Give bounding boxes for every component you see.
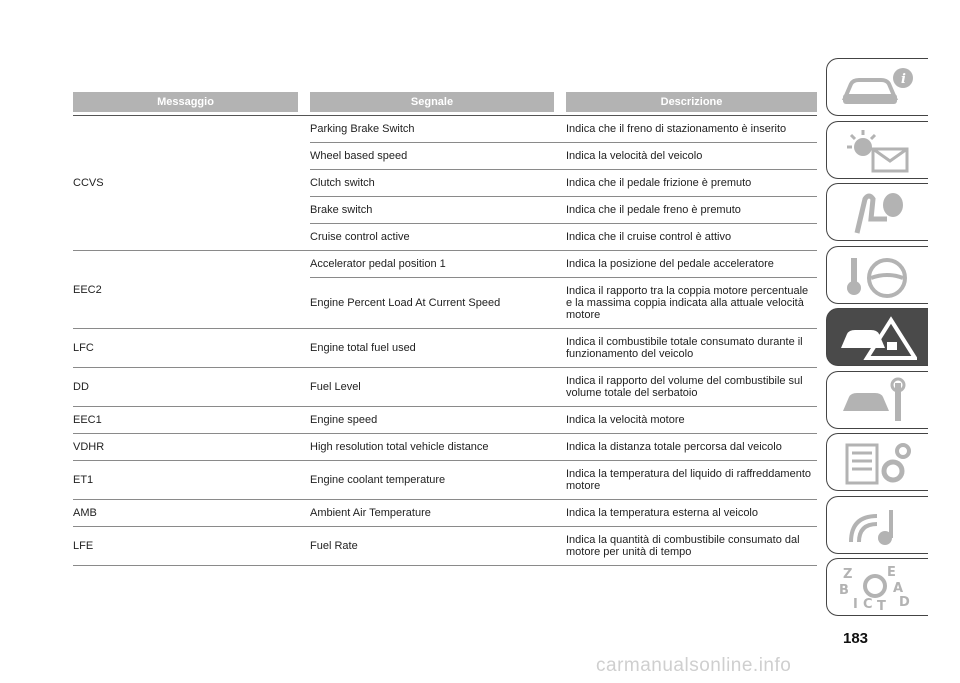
- message-code: EEC1: [73, 414, 102, 426]
- signal-cell: Parking Brake Switch: [310, 123, 415, 135]
- message-code: CCVS: [73, 177, 104, 189]
- table-group-eec2: [73, 251, 817, 329]
- description-cell: Indica la posizione del pedale acceleratore: [566, 258, 774, 270]
- header-messaggio: Messaggio: [73, 92, 298, 112]
- description-cell: Indica la quantità di combustibile consumato dal motore per unità di tempo: [566, 534, 800, 558]
- svg-text:D: D: [899, 595, 910, 610]
- table-row: [310, 116, 817, 143]
- signal-cell: Ambient Air Temperature: [310, 507, 431, 519]
- signal-cell: Fuel Rate: [310, 540, 358, 552]
- svg-text:T: T: [877, 599, 886, 612]
- svg-text:C: C: [863, 597, 873, 612]
- signal-cell: Clutch switch: [310, 177, 375, 189]
- tab-warning-lights[interactable]: [826, 121, 928, 179]
- tab-maintenance[interactable]: [826, 371, 928, 429]
- signal-cell: Fuel Level: [310, 381, 361, 393]
- svg-text:I: I: [853, 597, 858, 612]
- signal-cell: Engine coolant temperature: [310, 474, 446, 486]
- svg-text:E: E: [887, 565, 896, 580]
- svg-text:B: B: [839, 583, 849, 598]
- key-steering-wheel-icon: [837, 252, 917, 300]
- car-breakdown-warning-icon: [837, 314, 917, 362]
- description-cell: Indica che il pedale freno è premuto: [566, 204, 741, 216]
- message-code: AMB: [73, 507, 97, 519]
- description-cell: Indica il rapporto del volume del combustibile sul volume totale del serbatoio: [566, 375, 803, 399]
- table-group-et1: [73, 461, 817, 500]
- table-row: [310, 278, 817, 328]
- signal-cell: Engine speed: [310, 414, 378, 426]
- table-group-dd: [73, 368, 817, 407]
- watermark: carmanualsonline.info: [596, 655, 792, 676]
- table-row: [310, 143, 817, 170]
- signal-cell: Cruise control active: [310, 231, 410, 243]
- technical-data-gear-icon: [837, 439, 917, 487]
- description-cell: Indica il rapporto tra la coppia motore percentuale e la massima coppia indicata alla attuale velocità motore: [566, 285, 809, 321]
- table-row: [310, 197, 817, 224]
- message-code: ET1: [73, 474, 94, 486]
- tab-multimedia[interactable]: [826, 496, 928, 554]
- table-row: [310, 170, 817, 197]
- tab-index[interactable]: [826, 558, 928, 616]
- description-cell: Indica la velocità del veicolo: [566, 150, 703, 162]
- description-cell: Indica che il cruise control è attivo: [566, 231, 732, 243]
- car-info-icon: [837, 64, 917, 112]
- table-header: [73, 92, 817, 112]
- svg-text:A: A: [893, 581, 904, 596]
- description-cell: Indica la temperatura del liquido di raffreddamento motore: [566, 468, 812, 492]
- signal-cell: Accelerator pedal position 1: [310, 258, 446, 270]
- tab-car-info[interactable]: [826, 58, 928, 116]
- tab-safety[interactable]: [826, 183, 928, 241]
- signal-cell: Engine total fuel used: [310, 342, 416, 354]
- table-row: [310, 251, 817, 278]
- tab-starting-driving[interactable]: [826, 246, 928, 304]
- header-segnale: Segnale: [310, 92, 554, 112]
- multimedia-music-icon: [837, 502, 917, 550]
- table-group-eec1: [73, 407, 817, 434]
- alphabetical-index-icon: [837, 564, 917, 612]
- svg-text:i: i: [901, 72, 906, 87]
- airbag-seat-icon: [837, 189, 917, 237]
- car-service-tools-icon: [837, 377, 917, 425]
- description-cell: Indica il combustibile totale consumato durante il funzionamento del veicolo: [566, 336, 803, 360]
- warning-lights-message-icon: [837, 127, 917, 175]
- header-descrizione: Descrizione: [566, 92, 817, 112]
- tab-technical-data[interactable]: [826, 433, 928, 491]
- table-row: [310, 224, 817, 250]
- description-cell: Indica che il pedale frizione è premuto: [566, 177, 752, 189]
- message-code: VDHR: [73, 441, 105, 453]
- tab-emergency[interactable]: [826, 308, 928, 366]
- message-code: LFE: [73, 540, 94, 552]
- table-group-amb: [73, 500, 817, 527]
- table-group-ccvs: [73, 115, 817, 251]
- message-code: EEC2: [73, 283, 102, 296]
- description-cell: Indica che il freno di stazionamento è inserito: [566, 123, 787, 135]
- table-group-vdhr: [73, 434, 817, 461]
- svg-text:Z: Z: [843, 567, 853, 582]
- message-code: LFC: [73, 342, 94, 354]
- page-number: 183: [843, 630, 869, 647]
- description-cell: Indica la distanza totale percorsa dal veicolo: [566, 441, 782, 453]
- table-group-lfe: [73, 527, 817, 566]
- signal-cell: Engine Percent Load At Current Speed: [310, 297, 501, 309]
- signal-cell: Brake switch: [310, 204, 373, 216]
- description-cell: Indica la temperatura esterna al veicolo: [566, 507, 758, 519]
- message-code: DD: [73, 381, 89, 393]
- description-cell: Indica la velocità motore: [566, 414, 685, 426]
- chapter-tabs: [826, 58, 928, 621]
- signal-cell: High resolution total vehicle distance: [310, 441, 489, 453]
- signals-table: [73, 92, 817, 566]
- signal-cell: Wheel based speed: [310, 150, 408, 162]
- table-group-lfc: [73, 329, 817, 368]
